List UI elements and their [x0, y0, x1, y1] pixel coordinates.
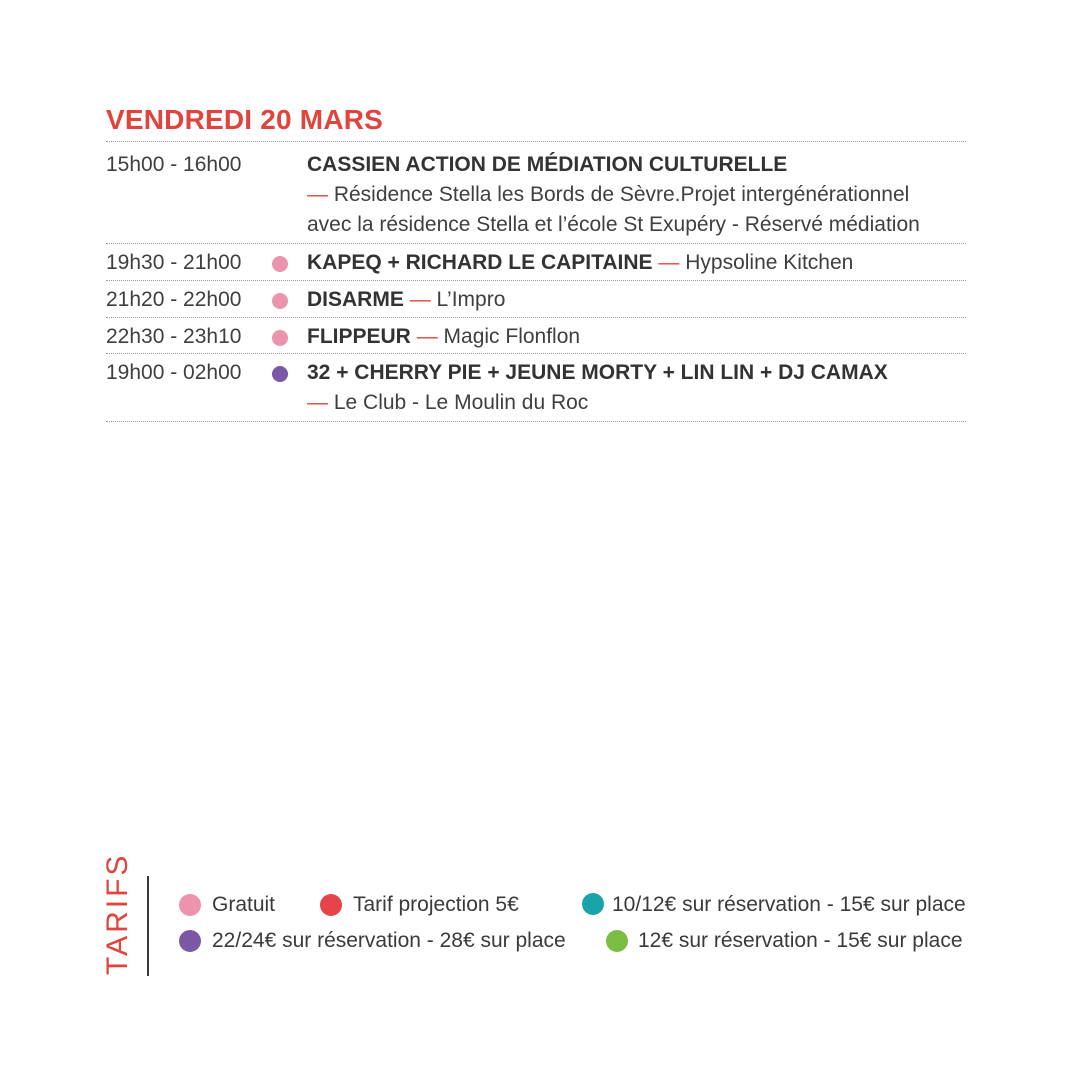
event-content: [307, 248, 967, 278]
dash-separator: —: [307, 391, 328, 414]
event-name: DISARME: [307, 288, 404, 311]
event-description: avec la résidence Stella et l’école St Exupéry - Réservé médiation: [307, 213, 920, 236]
legend-dot-green: [606, 930, 628, 952]
day-title: VENDREDI 20 MARS: [106, 104, 384, 135]
event-time: 19h00 - 02h00: [106, 361, 242, 384]
legend-tarif-projection: Tarif projection 5€: [353, 893, 519, 916]
tarif-dot-purple: [272, 366, 288, 382]
event-name: FLIPPEUR: [307, 325, 411, 348]
legend-dot-teal: [582, 893, 604, 915]
event-content: [307, 285, 967, 315]
tarifs-divider: [147, 876, 149, 976]
event-content: [307, 150, 967, 240]
dash-separator: —: [416, 325, 438, 348]
legend-tarif-green: 12€ sur réservation - 15€ sur place: [638, 929, 963, 952]
event-venue: Résidence Stella les Bords de Sèvre.Projet intergénérationnel: [328, 183, 910, 206]
event-venue: Magic Flonflon: [437, 325, 581, 348]
event-name: 32 + CHERRY PIE + JEUNE MORTY + LIN LIN + DJ CAMAX: [307, 361, 888, 384]
divider: [106, 317, 966, 318]
legend-dot-purple: [179, 930, 201, 952]
legend-tarif-purple: 22/24€ sur réservation - 28€ sur place: [212, 929, 566, 952]
legend-dot-pink: [179, 894, 201, 916]
event-time: 22h30 - 23h10: [106, 325, 242, 348]
dash-separator: —: [409, 288, 431, 311]
tarifs-label: TARIFS: [101, 852, 134, 975]
event-venue: Le Club - Le Moulin du Roc: [328, 391, 589, 414]
divider: [106, 353, 966, 354]
event-venue: Hypsoline Kitchen: [679, 251, 854, 274]
legend-dot-red: [320, 894, 342, 916]
legend-gratuit: Gratuit: [212, 893, 276, 916]
divider: [106, 421, 966, 422]
divider: [106, 141, 966, 142]
dash-separator: —: [307, 183, 328, 206]
divider: [106, 280, 966, 281]
legend-tarif-teal: 10/12€ sur réservation - 15€ sur place: [612, 893, 966, 916]
event-name: CASSIEN ACTION DE MÉDIATION CULTURELLE: [307, 153, 788, 176]
event-name: KAPEQ + RICHARD LE CAPITAINE: [307, 251, 653, 274]
event-content: [307, 358, 967, 418]
event-time: 19h30 - 21h00: [106, 251, 242, 274]
event-time: 15h00 - 16h00: [106, 153, 242, 176]
dash-separator: —: [658, 251, 680, 274]
tarif-dot-pink: [272, 293, 288, 309]
tarif-dot-pink: [272, 256, 288, 272]
event-time: 21h20 - 22h00: [106, 288, 242, 311]
event-content: [307, 322, 967, 352]
divider: [106, 243, 966, 244]
tarif-dot-pink: [272, 330, 288, 346]
event-venue: L’Impro: [430, 288, 506, 311]
